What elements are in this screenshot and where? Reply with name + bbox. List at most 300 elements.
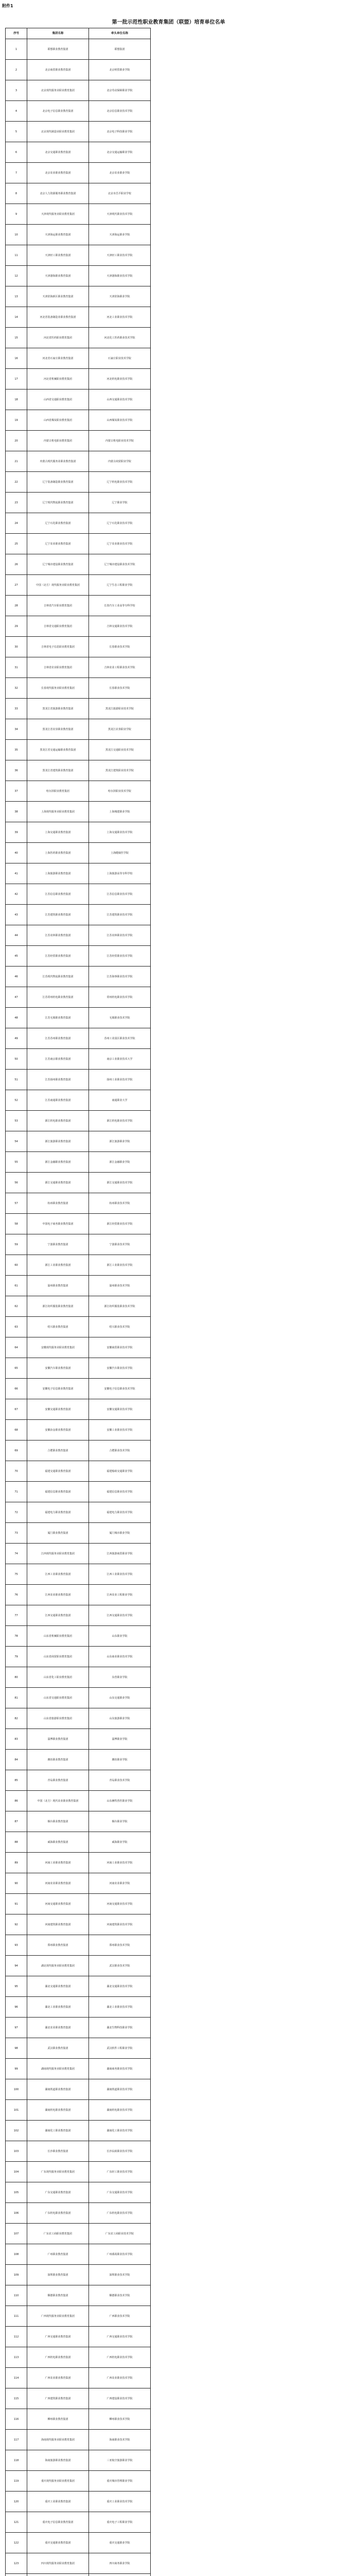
- row-seq-cell: 27: [6, 575, 27, 596]
- row-lead-unit-cell: 黑龙江农垦职业学院: [89, 719, 151, 740]
- table-row: [6, 2079, 151, 2100]
- row-seq-cell: 75: [6, 1564, 27, 1585]
- table-row: [6, 513, 151, 534]
- table-row: [6, 1853, 151, 1873]
- row-name-cell: 广东交通职业教育集团: [27, 2182, 89, 2203]
- row-lead-unit-cell: 安徽工业职业技术学院: [89, 1420, 151, 1440]
- table-row: [6, 2388, 151, 2409]
- row-lead-unit-cell: 北京信息职业技术学院: [89, 101, 151, 122]
- row-seq-cell: 103: [6, 2141, 27, 2162]
- row-seq-cell: 84: [6, 1750, 27, 1770]
- row-name-cell: 江西农业职业教育集团: [27, 1585, 89, 1605]
- row-name-cell: 长沙职业教育集团: [27, 2141, 89, 2162]
- row-seq-cell: 121: [6, 2512, 27, 2533]
- row-seq-cell: 43: [6, 905, 27, 925]
- row-seq-cell: 39: [6, 822, 27, 843]
- row-lead-unit-cell: 湖南机电职业技术学院: [89, 2100, 151, 2121]
- row-seq-cell: 73: [6, 1523, 27, 1544]
- row-name-cell: 重庆工业职业教育集团: [27, 2492, 89, 2512]
- table-row: [6, 2059, 151, 2079]
- table-row: [6, 2203, 151, 2224]
- row-seq-cell: 9: [6, 204, 27, 225]
- row-lead-unit-cell: 河南工业职业技术学院: [89, 1853, 151, 1873]
- row-seq-cell: 82: [6, 1708, 27, 1729]
- row-lead-unit-cell: 温州职业技术学院: [89, 1276, 151, 1296]
- row-lead-unit-cell: 绍兴职业技术学院: [89, 1317, 151, 1337]
- row-name-cell: 辽宁城市建设职业教育集团: [27, 554, 89, 575]
- table-row: [6, 1750, 151, 1770]
- row-name-cell: 山东省化工职业教育集团: [27, 1667, 89, 1688]
- row-name-cell: 广东现代服务业职业教育集团: [27, 2162, 89, 2182]
- row-seq-cell: 83: [6, 1729, 27, 1750]
- row-lead-unit-cell: 浙江工业职业技术学院: [89, 1255, 151, 1276]
- table-row: [6, 2285, 151, 2306]
- row-seq-cell: 66: [6, 1379, 27, 1399]
- table-row: [6, 1482, 151, 1502]
- row-name-cell: 合肥职业教育集团: [27, 1440, 89, 1461]
- row-name-cell: 江苏经贸职业教育集团: [27, 946, 89, 967]
- table-row: [6, 328, 151, 348]
- row-lead-unit-cell: 重庆城市管理职业学院: [89, 2471, 151, 2492]
- table-row: [6, 286, 151, 307]
- table-row: [6, 1131, 151, 1152]
- row-name-cell: 辽宁农业职业教育集团: [27, 534, 89, 554]
- row-seq-cell: 79: [6, 1647, 27, 1667]
- row-seq-cell: 116: [6, 2409, 27, 2430]
- row-lead-unit-cell: 吉林交通职业技术学院: [89, 616, 151, 637]
- table-row: [6, 1770, 151, 1791]
- row-seq-cell: 68: [6, 1420, 27, 1440]
- table-row: [6, 1729, 151, 1750]
- row-seq-cell: 12: [6, 266, 27, 286]
- row-seq-cell: 55: [6, 1152, 27, 1173]
- row-seq-cell: 59: [6, 1234, 27, 1255]
- row-seq-cell: 8: [6, 183, 27, 204]
- table-row: [6, 1523, 151, 1544]
- row-seq-cell: 113: [6, 2347, 27, 2368]
- row-name-cell: 安徽汽车职业教育集团: [27, 1358, 89, 1379]
- row-seq-cell: 34: [6, 719, 27, 740]
- row-lead-unit-cell: 潍坊职业学院: [89, 1750, 151, 1770]
- row-lead-unit-cell: 重庆交通职业学院: [89, 2533, 151, 2553]
- row-lead-unit-cell: 上海城建职业学院: [89, 802, 151, 822]
- row-lead-unit-cell: 吉林农业工程职业技术学院: [89, 657, 151, 678]
- row-name-cell: 四川现代服务业职业教育集团: [27, 2553, 89, 2574]
- row-seq-cell: 37: [6, 781, 27, 802]
- row-name-cell: 广西现代服务业职业教育集团: [27, 2306, 89, 2327]
- row-seq-cell: 93: [6, 1935, 27, 1956]
- table-row: [6, 596, 151, 616]
- table-row: [6, 2492, 151, 2512]
- row-lead-unit-cell: 扬州工业职业技术学院: [89, 1070, 151, 1090]
- table-row: [6, 616, 151, 637]
- table-row: [6, 2450, 151, 2471]
- row-lead-unit-cell: 山东职业学院: [89, 1626, 151, 1647]
- row-name-cell: 宁波职业教育集团: [27, 1234, 89, 1255]
- table-row: [6, 678, 151, 699]
- table-row: [6, 1234, 151, 1255]
- row-name-cell: 顺德职业教育集团: [27, 2285, 89, 2306]
- row-name-cell: 福建电力职业教育集团: [27, 1502, 89, 1523]
- row-seq-cell: 63: [6, 1317, 27, 1337]
- row-seq-cell: 10: [6, 225, 27, 245]
- row-name-cell: 湖北农业职业教育集团: [27, 2018, 89, 2038]
- row-lead-unit-cell: 广西交通职业技术学院: [89, 2327, 151, 2347]
- table-row: [6, 1028, 151, 1049]
- row-lead-unit-cell: 常州机电职业技术学院: [89, 987, 151, 1008]
- row-lead-unit-cell: 武汉软件工程职业学院: [89, 2038, 151, 2059]
- row-lead-unit-cell: 湖南化工职业技术学院: [89, 2121, 151, 2141]
- header-name: 集团名称: [27, 28, 89, 39]
- row-lead-unit-cell: 上海健康医学院: [89, 843, 151, 863]
- table-row: [6, 2162, 151, 2182]
- row-name-cell: 中国电子商务职业教育集团: [27, 1214, 89, 1234]
- table-row: [6, 1811, 151, 1832]
- row-name-cell: 淄博职业教育集团: [27, 1729, 89, 1750]
- row-lead-unit-cell: [89, 2574, 151, 2576]
- row-lead-unit-cell: 山东商业职业技术学院: [89, 1647, 151, 1667]
- row-name-cell: 浙江工业职业教育集团: [27, 1255, 89, 1276]
- row-seq-cell: 57: [6, 1193, 27, 1214]
- row-lead-unit-cell: 广东轻工职业技术学院: [89, 2162, 151, 2182]
- table-row: [6, 225, 151, 245]
- row-name-cell: 天津现代服务业职业教育集团: [27, 204, 89, 225]
- header-seq: 序号: [6, 28, 27, 39]
- row-seq-cell: 1: [6, 39, 27, 60]
- row-name-cell: 江苏建筑职业教育集团: [27, 905, 89, 925]
- row-seq-cell: 67: [6, 1399, 27, 1420]
- row-lead-unit-cell: 长春汽车工业高等专科学校: [89, 596, 151, 616]
- row-lead-unit-cell: 湖南铁道职业技术学院: [89, 2079, 151, 2100]
- row-seq-cell: 5: [6, 122, 27, 142]
- row-seq-cell: 24: [6, 513, 27, 534]
- row-name-cell: 山东省机械职业教育集团: [27, 1626, 89, 1647]
- row-lead-unit-cell: 无锡职业技术学院: [89, 1008, 151, 1028]
- row-lead-unit-cell: 柳州职业技术学院: [89, 2409, 151, 2430]
- row-lead-unit-cell: 江苏信息职业技术学院: [89, 884, 151, 905]
- row-lead-unit-cell: 杭州职业技术学院: [89, 1193, 151, 1214]
- table-row: [6, 1440, 151, 1461]
- table-row: [6, 2327, 151, 2347]
- table-row: [6, 60, 151, 80]
- table-row: [6, 2409, 151, 2430]
- row-name-cell: 上海现代服务业职业教育集团: [27, 802, 89, 822]
- row-seq-cell: [6, 2574, 27, 2576]
- table-row: [6, 39, 151, 60]
- row-name-cell: 威海职业教育集团: [27, 1832, 89, 1853]
- table-row: [6, 2224, 151, 2244]
- table-row: [6, 1276, 151, 1296]
- row-name-cell: 广西交通职业教育集团: [27, 2327, 89, 2347]
- row-name-cell: 广东农工商职业教育集团: [27, 2224, 89, 2244]
- row-seq-cell: 62: [6, 1296, 27, 1317]
- row-lead-unit-cell: 黑龙江交通职业技术学院: [89, 740, 151, 760]
- table-row: [6, 1214, 151, 1234]
- row-seq-cell: 26: [6, 554, 27, 575]
- table-row: [6, 2574, 151, 2576]
- row-lead-unit-cell: 福建电力职业技术学院: [89, 1502, 151, 1523]
- row-seq-cell: 20: [6, 431, 27, 451]
- table-row: [6, 637, 151, 657]
- row-lead-unit-cell: 江西交通职业技术学院: [89, 1605, 151, 1626]
- table-row: [6, 1585, 151, 1605]
- row-name-cell: 天津渤海职业教育集团: [27, 266, 89, 286]
- table-row: [6, 101, 151, 122]
- row-name-cell: 江苏农林职业教育集团: [27, 925, 89, 946]
- row-name-cell: 福建信息职业教育集团: [27, 1482, 89, 1502]
- row-name-cell: 湖北现代服务业职业教育集团: [27, 1956, 89, 1976]
- row-lead-unit-cell: 天津海运职业学院: [89, 225, 151, 245]
- row-name-cell: 安徽交通职业教育集团: [27, 1399, 89, 1420]
- row-seq-cell: 118: [6, 2450, 27, 2471]
- row-name-cell: 广州职业教育集团: [27, 2244, 89, 2265]
- table-row: [6, 534, 151, 554]
- attachment-label: 附件1: [2, 4, 13, 8]
- table-row: [6, 1605, 151, 1626]
- row-name-cell: 广东机电职业教育集团: [27, 2203, 89, 2224]
- row-seq-cell: 64: [6, 1337, 27, 1358]
- row-name-cell: 河南农业职业教育集团: [27, 1873, 89, 1894]
- row-lead-unit-cell: 山东交通职业学院: [89, 1688, 151, 1708]
- table-row: [6, 2533, 151, 2553]
- page-title: 第一批示范性职业教育集团（联盟）培育单位名单: [112, 20, 225, 25]
- row-lead-unit-cell: 江西旅游商贸职业学院: [89, 1544, 151, 1564]
- row-name-cell: 山东省交通职业教育集团: [27, 1688, 89, 1708]
- table-row: [6, 1008, 151, 1028]
- table-row: [6, 142, 151, 163]
- table-row: [6, 2512, 151, 2533]
- row-lead-unit-cell: 厦门城市职业学院: [89, 1523, 151, 1544]
- row-seq-cell: 54: [6, 1131, 27, 1152]
- row-name-cell: 江苏常州机电职业教育集团: [27, 987, 89, 1008]
- row-seq-cell: 50: [6, 1049, 27, 1070]
- table-row: [6, 1708, 151, 1729]
- row-lead-unit-cell: 福建船政交通职业学院: [89, 1461, 151, 1482]
- row-lead-unit-cell: 南通职业大学: [89, 1090, 151, 1111]
- row-lead-unit-cell: 上海交通职业技术学院: [89, 822, 151, 843]
- table-row: [6, 307, 151, 328]
- row-seq-cell: 48: [6, 1008, 27, 1028]
- row-name-cell: 厦门职业教育集团: [27, 1523, 89, 1544]
- row-seq-cell: 100: [6, 2079, 27, 2100]
- row-lead-unit-cell: 江苏建筑职业技术学院: [89, 905, 151, 925]
- row-seq-cell: 33: [6, 699, 27, 719]
- table-row: [6, 1832, 151, 1853]
- row-name-cell: 江西交通职业教育集团: [27, 1605, 89, 1626]
- row-seq-cell: 119: [6, 2471, 27, 2492]
- row-name-cell: 广西机电职业教育集团: [27, 2347, 89, 2368]
- table-row: [6, 2347, 151, 2368]
- table-row: [6, 2306, 151, 2327]
- row-lead-unit-cell: 河南农业职业学院: [89, 1873, 151, 1894]
- row-name-cell: 黑龙江省交通运输职业教育集团: [27, 740, 89, 760]
- table-row: [6, 781, 151, 802]
- row-lead-unit-cell: 浙江旅游职业学院: [89, 1131, 151, 1152]
- row-lead-unit-cell: 北京劳动保障职业学院: [89, 80, 151, 101]
- table-row: [6, 1647, 151, 1667]
- row-lead-unit-cell: 黑龙江旅游职业技术学院: [89, 699, 151, 719]
- row-seq-cell: 35: [6, 740, 27, 760]
- row-lead-unit-cell: 天津滨海职业学院: [89, 286, 151, 307]
- row-seq-cell: 19: [6, 410, 27, 431]
- row-lead-unit-cell: 天津现代职业技术学院: [89, 204, 151, 225]
- table-row: [6, 2038, 151, 2059]
- table-row: [6, 884, 151, 905]
- row-lead-unit-cell: 安徽汽车职业技术学院: [89, 1358, 151, 1379]
- row-name-cell: 河南建筑职业教育集团: [27, 1914, 89, 1935]
- row-lead-unit-cell: 湖北工业职业技术学院: [89, 1997, 151, 2018]
- row-name-cell: 天津海运职业教育集团: [27, 225, 89, 245]
- table-row: [6, 1090, 151, 1111]
- row-seq-cell: 87: [6, 1811, 27, 1832]
- row-lead-unit-cell: 广西机电职业技术学院: [89, 2347, 151, 2368]
- row-name-cell: 河北省机械职业教育集团: [27, 369, 89, 389]
- table-row: [6, 699, 151, 719]
- row-name-cell: 浙江旅游职业教育集团: [27, 1131, 89, 1152]
- row-name-cell: 中国（北方）现代服务业职业教育集团: [27, 575, 89, 596]
- table-row: [6, 1626, 151, 1647]
- row-name-cell: 海南旅游职业教育集团: [27, 2450, 89, 2471]
- table-row: [6, 1049, 151, 1070]
- table-row: [6, 1956, 151, 1976]
- table-row: [6, 740, 151, 760]
- row-seq-cell: 28: [6, 596, 27, 616]
- row-name-cell: 辽宁现代物流职业教育集团: [27, 493, 89, 513]
- row-lead-unit-cell: 北京市昌平职业学校: [89, 183, 151, 204]
- row-lead-unit-cell: 江西工业职业技术学院: [89, 1564, 151, 1585]
- row-lead-unit-cell: 东营职业学院: [89, 1667, 151, 1688]
- row-name-cell: 中国（北方）现代农业职业教育集团: [27, 1791, 89, 1811]
- table-row: [6, 1379, 151, 1399]
- table-row: [6, 1791, 151, 1811]
- table-row: [6, 863, 151, 884]
- table-row: [6, 183, 151, 204]
- table-row: [6, 2471, 151, 2492]
- row-lead-unit-cell: 浙江经贸职业技术学院: [89, 1214, 151, 1234]
- row-name-cell: 安徽冶金职业教育集团: [27, 1420, 89, 1440]
- row-seq-cell: 18: [6, 389, 27, 410]
- row-lead-unit-cell: 广州番禺职业技术学院: [89, 2244, 151, 2265]
- table-row: [6, 1544, 151, 1564]
- row-name-cell: 上海旅游职业教育集团: [27, 863, 89, 884]
- row-lead-unit-cell: 河南建筑职业技术学院: [89, 1914, 151, 1935]
- row-seq-cell: 11: [6, 245, 27, 266]
- table-row: [6, 554, 151, 575]
- table-row: [6, 163, 151, 183]
- row-name-cell: 辽宁装备制造职业教育集团: [27, 472, 89, 493]
- row-lead-unit-cell: 辽宁机电职业技术学院: [89, 472, 151, 493]
- row-lead-unit-cell: 湖北生物科技职业学院: [89, 2018, 151, 2038]
- row-name-cell: 黑龙江省农垦职业教育集团: [27, 719, 89, 740]
- row-lead-unit-cell: 郑州职业技术学院: [89, 1935, 151, 1956]
- row-seq-cell: 114: [6, 2368, 27, 2388]
- row-name-cell: 吉林省交通职业教育集团: [27, 616, 89, 637]
- row-seq-cell: 101: [6, 2100, 27, 2121]
- table-row: [6, 266, 151, 286]
- table-row: [6, 822, 151, 843]
- row-lead-unit-cell: 宁波职业技术学院: [89, 1234, 151, 1255]
- table-row: [6, 1111, 151, 1131]
- row-seq-cell: 25: [6, 534, 27, 554]
- table-row: [6, 1070, 151, 1090]
- row-seq-cell: 106: [6, 2203, 27, 2224]
- row-lead-unit-cell: 内蒙古机电职业技术学院: [89, 431, 151, 451]
- row-seq-cell: 61: [6, 1276, 27, 1296]
- row-seq-cell: 7: [6, 163, 27, 183]
- group-list-table: [5, 28, 151, 2576]
- table-row: [6, 1255, 151, 1276]
- table-row: [6, 451, 151, 472]
- row-seq-cell: 72: [6, 1502, 27, 1523]
- table-row: [6, 2121, 151, 2141]
- row-lead-unit-cell: 威海职业学院: [89, 1832, 151, 1853]
- row-lead-unit-cell: 广西建设职业技术学院: [89, 2388, 151, 2409]
- row-name-cell: 吉林省汽车职业教育集团: [27, 596, 89, 616]
- table-row: [6, 389, 151, 410]
- row-lead-unit-cell: 河北工业职业技术学院: [89, 307, 151, 328]
- row-lead-unit-cell: 山西交通职业技术学院: [89, 389, 151, 410]
- row-seq-cell: 90: [6, 1873, 27, 1894]
- row-lead-unit-cell: 安徽电子信息职业技术学院: [89, 1379, 151, 1399]
- row-lead-unit-cell: 山东旅游职业学院: [89, 1708, 151, 1729]
- row-lead-unit-cell: 重庆工业职业技术学院: [89, 2492, 151, 2512]
- row-seq-cell: 49: [6, 1028, 27, 1049]
- row-lead-unit-cell: 河北化工医药职业技术学院: [89, 328, 151, 348]
- row-seq-cell: 99: [6, 2059, 27, 2079]
- row-name-cell: 山东省旅游职业教育集团: [27, 1708, 89, 1729]
- table-row: [6, 204, 151, 225]
- row-seq-cell: 14: [6, 307, 27, 328]
- row-seq-cell: 53: [6, 1111, 27, 1131]
- row-name-cell: 湖南化工职业教育集团: [27, 2121, 89, 2141]
- table-row: [6, 987, 151, 1008]
- table-row: [6, 80, 151, 101]
- table-row: [6, 1399, 151, 1420]
- row-name-cell: 河北省医药职业教育集团: [27, 328, 89, 348]
- row-seq-cell: 97: [6, 2018, 27, 2038]
- row-seq-cell: 15: [6, 328, 27, 348]
- row-lead-unit-cell: 广西职业技术学院: [89, 2306, 151, 2327]
- table-row: [6, 925, 151, 946]
- table-row: [6, 1688, 151, 1708]
- row-seq-cell: 51: [6, 1070, 27, 1090]
- row-name-cell: 海南现代服务业职业教育集团: [27, 2430, 89, 2450]
- table-row: [6, 348, 151, 369]
- row-lead-unit-cell: 青岛职业技术学院: [89, 1770, 151, 1791]
- row-seq-cell: 31: [6, 657, 27, 678]
- row-seq-cell: 123: [6, 2553, 27, 2574]
- row-lead-unit-cell: 北京电子科技职业学院: [89, 122, 151, 142]
- row-name-cell: 安徽电子信息职业教育集团: [27, 1379, 89, 1399]
- table-row: [6, 2553, 151, 2574]
- table-row: [6, 719, 151, 740]
- row-name-cell: 温州职业教育集团: [27, 1276, 89, 1296]
- row-lead-unit-cell: 长春职业技术学院: [89, 678, 151, 699]
- row-seq-cell: 16: [6, 348, 27, 369]
- row-name-cell: [27, 2574, 89, 2576]
- row-seq-cell: 85: [6, 1770, 27, 1791]
- row-seq-cell: 91: [6, 1894, 27, 1914]
- row-seq-cell: 120: [6, 2492, 27, 2512]
- table-row: [6, 967, 151, 987]
- row-seq-cell: 76: [6, 1585, 27, 1605]
- row-seq-cell: 56: [6, 1173, 27, 1193]
- row-seq-cell: 95: [6, 1976, 27, 1997]
- table-row: [6, 1296, 151, 1317]
- row-lead-unit-cell: 浙江纺织服装职业技术学院: [89, 1296, 151, 1317]
- row-name-cell: 江苏信息职业教育集团: [27, 884, 89, 905]
- row-lead-unit-cell: 河北机电职业技术学院: [89, 369, 151, 389]
